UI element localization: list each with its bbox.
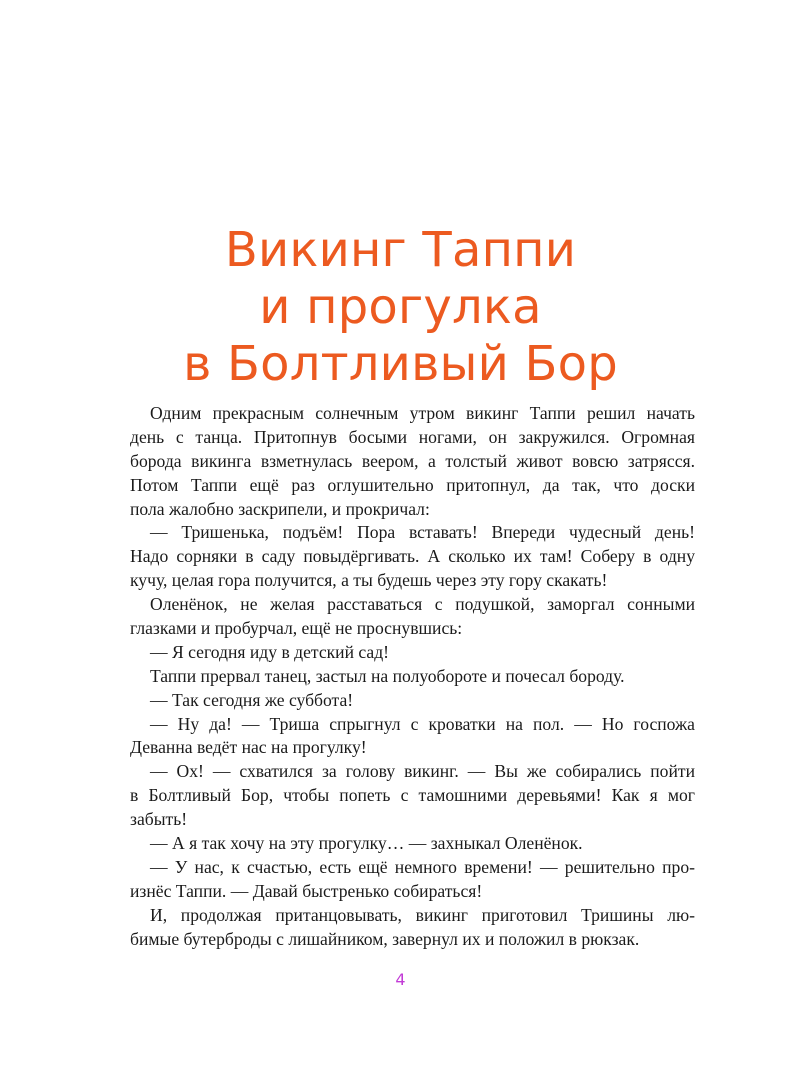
text-line: — Ну да! — Триша спрыгнул с кроватки на пол. — Но госпожа <box>150 713 695 734</box>
text-line: — А я так хочу на эту прогулку… — захныкал Оленёнок. <box>150 833 583 854</box>
text-line: Потом Таппи ещё раз оглушительно притопнул, да так, что доски <box>130 474 695 495</box>
text-line: в Болтливый Бор, чтобы попеть с тамошними деревьями! Как я мог <box>130 785 695 806</box>
chapter-title <box>0 222 801 393</box>
text-line: Одним прекрасным солнечным утром викинг Таппи решил начать <box>150 403 695 423</box>
text-line: день с танца. Притопнув босыми ногами, он закружился. Огромная <box>130 426 695 447</box>
text-line: Деванна ведёт нас на прогулку! <box>130 737 367 758</box>
page-number: 4 <box>395 970 406 989</box>
text-line: Таппи прервал танец, застыл на полуобороте и почесал бороду. <box>150 665 625 686</box>
chapter-title-line: и прогулка <box>259 279 542 335</box>
text-line: забыть! <box>130 809 188 830</box>
text-line: — У нас, к счастью, есть ещё немного времени! — решительно про- <box>150 856 695 877</box>
text-line: Надо сорняки в саду повыдёргивать. А сколько их там! Соберу в одну <box>130 546 695 567</box>
text-line: пола жалобно заскрипели, и прокричал: <box>130 498 430 519</box>
text-line: — Я сегодня иду в детский сад! <box>150 641 390 662</box>
chapter-title-line: в Болтливый Бор <box>183 336 618 392</box>
text-line: кучу, целая гора получится, а ты будешь через эту гору скакать! <box>130 570 608 591</box>
text-line: бимые бутерброды с лишайником, завернул их и положил в рюкзак. <box>130 928 640 949</box>
chapter-body-text <box>130 402 695 951</box>
text-line: изнёс Таппи. — Давай быстренько собираться! <box>130 880 483 901</box>
text-line: И, продолжая пританцовывать, викинг приготовил Тришины лю- <box>150 904 695 925</box>
text-line: — Так сегодня же суббота! <box>150 689 354 710</box>
text-line: глазками и пробурчал, ещё не проснувшись: <box>130 618 463 639</box>
chapter-title-line: Викинг Таппи <box>224 222 577 278</box>
text-line: борода викинга взметнулась веером, а толстый живот вовсю затрясся. <box>130 450 695 471</box>
text-line: — Ох! — схватился за голову викинг. — Вы же собирались пойти <box>150 761 695 782</box>
text-line: Оленёнок, не желая расставаться с подушкой, заморгал сонными <box>150 594 695 615</box>
text-line: — Тришенька, подъём! Пора вставать! Впереди чудесный день! <box>150 522 695 543</box>
